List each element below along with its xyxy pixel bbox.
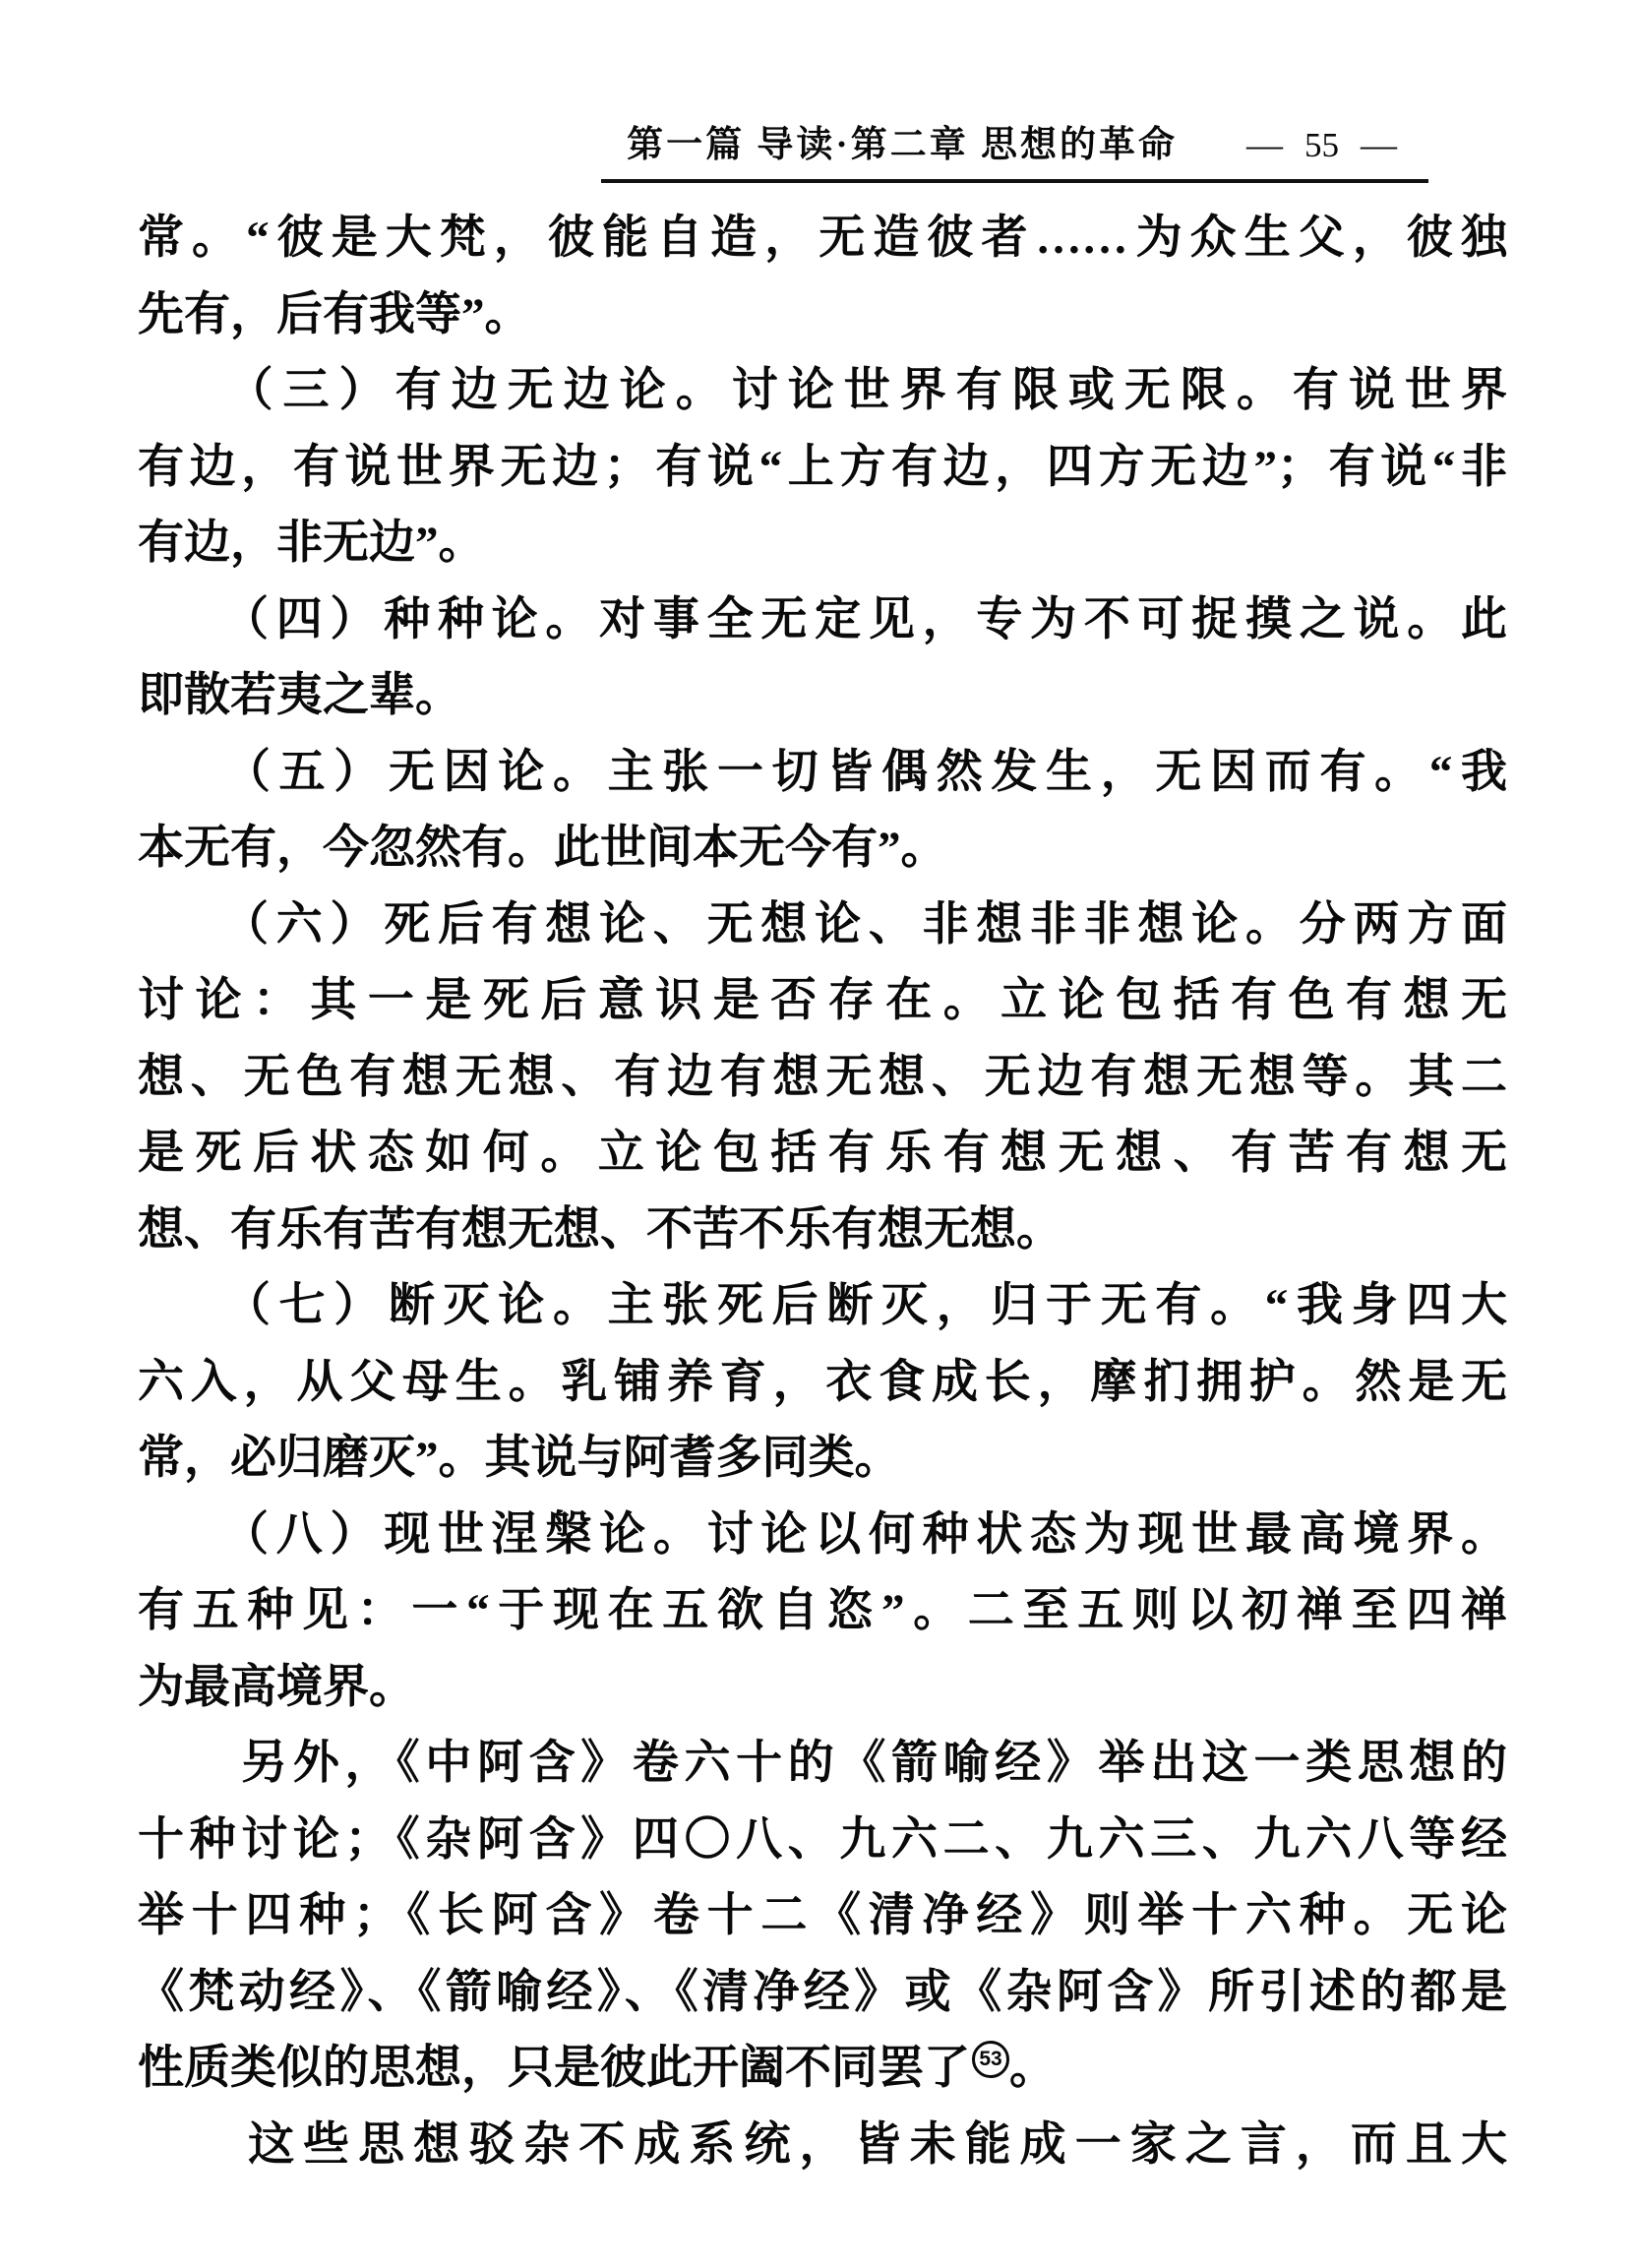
page-number-dash-right: —: [1361, 125, 1397, 165]
footnote-ref: 53: [972, 2041, 1009, 2078]
text-line: 本无有，今忽然有。此世间本无今有”。: [138, 823, 947, 874]
text-line-pre: 性质类似的思想，只是彼此开阖不同罢了: [138, 2043, 970, 2094]
text-line: 有五种见：一“于现在五欲自恣”。二至五则以初禅至四禅: [138, 1585, 1507, 1636]
text-line: 有边，非无边”。: [138, 518, 485, 569]
text-line-period: 。: [1009, 2043, 1056, 2094]
text-line: 是死后状态如何。立论包括有乐有想无想、有苦有想无: [138, 1128, 1507, 1179]
text-line: 举十四种；《长阿含》卷十二《清净经》则举十六种。无论: [138, 1890, 1507, 1941]
text-block: [138, 201, 1507, 2183]
text-line: 六入，从父母生。乳铺养育，衣食成长，摩扪拥护。然是无: [138, 1356, 1507, 1408]
text-line: （五）无因论。主张一切皆偶然发生，无因而有。“我: [138, 746, 1507, 798]
text-line: 有边，有说世界无边；有说“上方有边，四方无边”；有说“非: [138, 441, 1507, 493]
text-line: 讨论：其一是死后意识是否存在。立论包括有色有想无: [138, 975, 1507, 1026]
text-line: 想、有乐有苦有想无想、不苦不乐有想无想。: [138, 1203, 1062, 1256]
text-line: 为最高境界。: [138, 1661, 415, 1713]
text-line: （三）有边无边论。讨论世界有限或无限。有说世界: [138, 365, 1507, 416]
page-number-group: [1225, 125, 1419, 165]
text-line: （七）断灭论。主张死后断灭，归于无有。“我身四大: [138, 1280, 1507, 1331]
chapter-title: 第一篇 导读·第二章 思想的革命: [627, 125, 1178, 165]
text-line-with-footnote: [138, 2031, 1507, 2108]
running-head-inner: [601, 114, 1428, 183]
text-line: 先有，后有我等”。: [138, 288, 531, 340]
text-line: 这些思想驳杂不成系统，皆未能成一家之言，而且大: [138, 2118, 1507, 2171]
text-line: 《梵动经》、《箭喻经》、《清净经》或《杂阿含》所引述的都是: [138, 1966, 1507, 2018]
running-head: [0, 114, 1428, 183]
text-line: 即散若夷之辈。: [138, 670, 461, 721]
text-line: （四）种种论。对事全无定见，专为不可捉摸之说。此: [138, 593, 1507, 645]
text-line: 常。“彼是大梵，彼能自造，无造彼者……为众生父，彼独: [138, 213, 1507, 264]
page-number: 55: [1304, 126, 1339, 164]
text-line: 十种讨论；《杂阿含》四〇八、九六二、九六三、九六八等经: [138, 1813, 1507, 1866]
text-line: （八）现世涅槃论。讨论以何种状态为现世最高境界。: [138, 1508, 1507, 1561]
text-line: 另外，《中阿含》卷六十的《箭喻经》举出这一类思想的: [138, 1738, 1507, 1789]
text-line: （六）死后有想论、无想论、非想非非想论。分两方面: [138, 898, 1507, 950]
page-number-dash-left: —: [1246, 125, 1283, 165]
text-line: 想、无色有想无想、有边有想无想、无边有想无想等。其二: [138, 1051, 1507, 1103]
text-line: 常，必归磨灭”。其说与阿耆多同类。: [138, 1433, 901, 1484]
